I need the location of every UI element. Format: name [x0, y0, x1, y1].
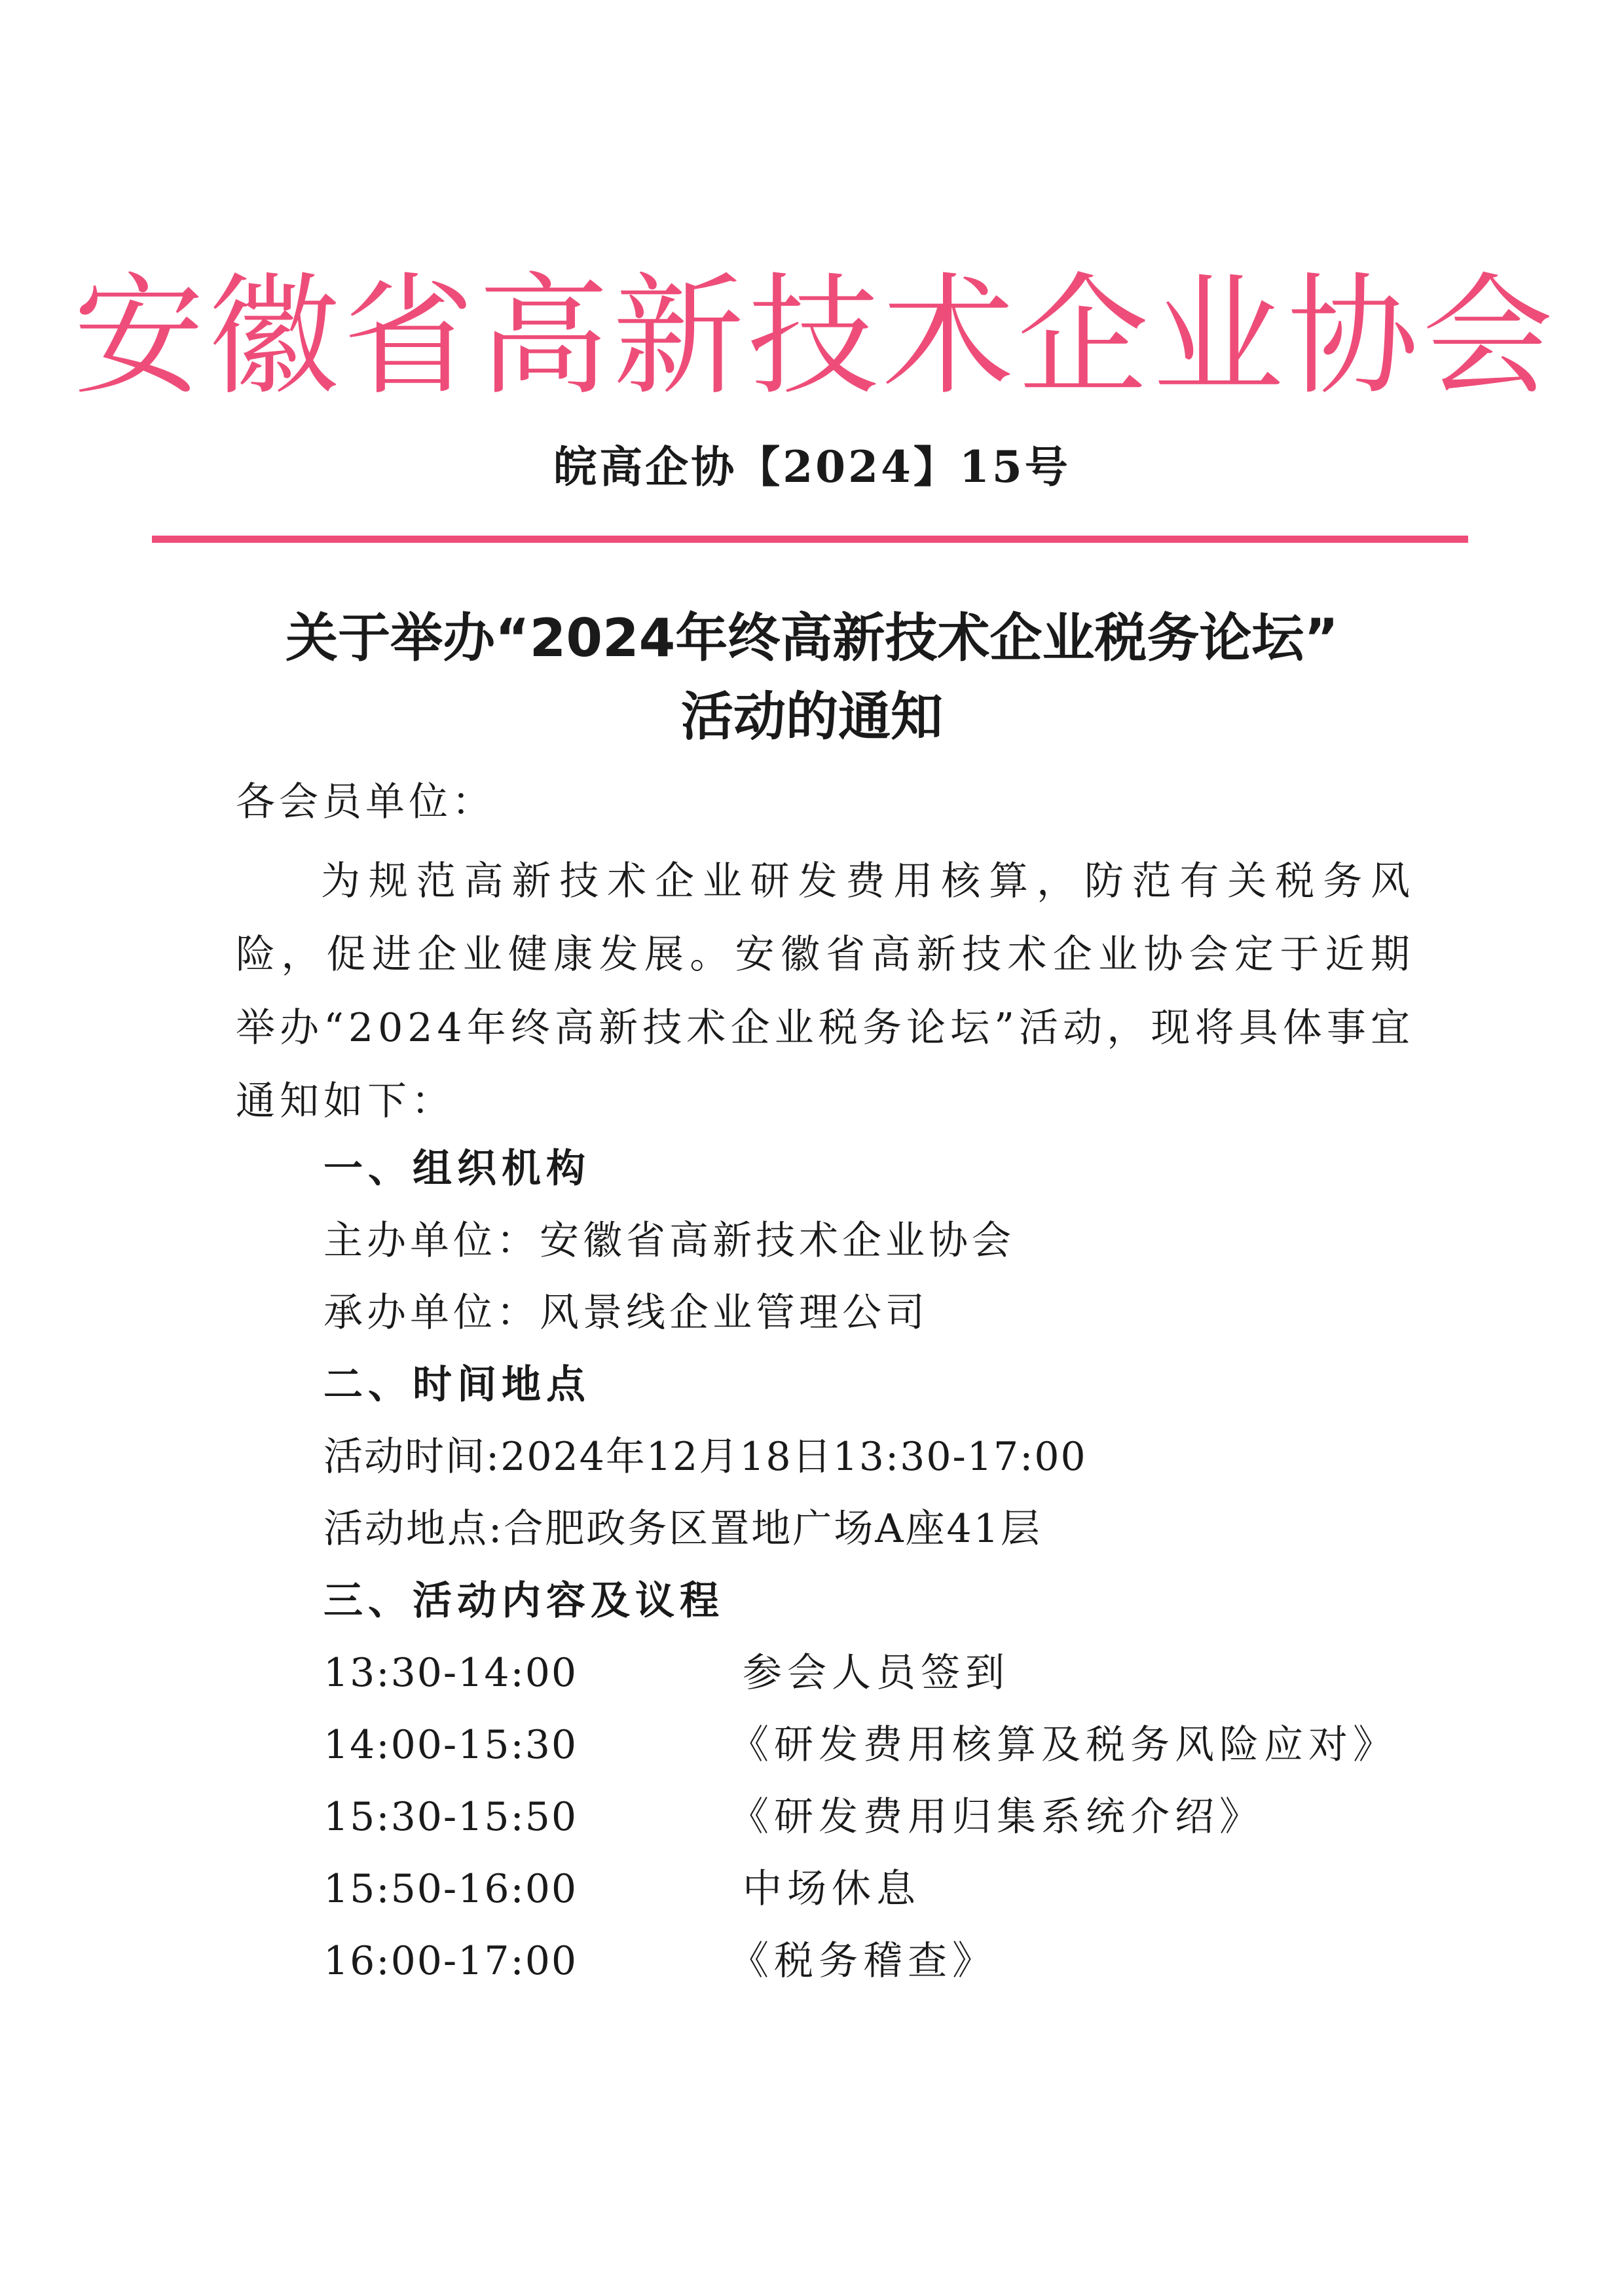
agenda-item: 中场休息: [743, 1866, 921, 1912]
event-time: 活动时间:2024年12月18日13:30-17:00: [323, 1434, 1087, 1480]
agenda-item: 参会人员签到: [743, 1650, 1010, 1696]
letterhead-organization-name: 安徽省高新技术企业协会: [73, 261, 1557, 413]
section-heading-agenda: 三、活动内容及议程: [323, 1578, 724, 1624]
document-number: 皖高企协【2024】15号: [553, 441, 1071, 492]
event-place: 活动地点:合肥政务区置地广场A座41层: [323, 1506, 1042, 1552]
agenda-time: 15:50-16:00: [323, 1866, 578, 1912]
agenda-item: 《税务稽查》: [729, 1938, 997, 1984]
agenda-item: 《研发费用核算及税务风险应对》: [729, 1722, 1397, 1768]
notice-title-line-1: 关于举办“2024年终高新技术企业税务论坛”: [286, 608, 1338, 669]
organizer-unit: 承办单位：风景线企业管理公司: [323, 1290, 929, 1336]
agenda-item: 《研发费用归集系统介绍》: [729, 1794, 1264, 1840]
intro-paragraph: 为规范高新技术企业研发费用核算，防范有关税务风险，促进企业健康发展。安徽省高新技术企业协会定于近期举办“2024年终高新技术企业税务论坛”活动，现将具体事宜通知如下：: [236, 858, 1414, 1124]
section-heading-organization: 一、组织机构: [323, 1146, 591, 1192]
agenda-time: 15:30-15:50: [323, 1794, 578, 1840]
host-unit: 主办单位：安徽省高新技术企业协会: [323, 1218, 1015, 1264]
agenda-time: 13:30-14:00: [323, 1650, 578, 1696]
agenda-time: 16:00-17:00: [323, 1938, 578, 1984]
agenda-time: 14:00-15:30: [323, 1722, 578, 1768]
notice-title-line-2: 活动的通知: [681, 686, 943, 747]
letterhead-red-divider: [152, 536, 1468, 543]
notice-title: [196, 599, 1428, 756]
section-heading-time-place: 二、时间地点: [323, 1362, 591, 1408]
salutation: 各会员单位：: [236, 779, 495, 825]
